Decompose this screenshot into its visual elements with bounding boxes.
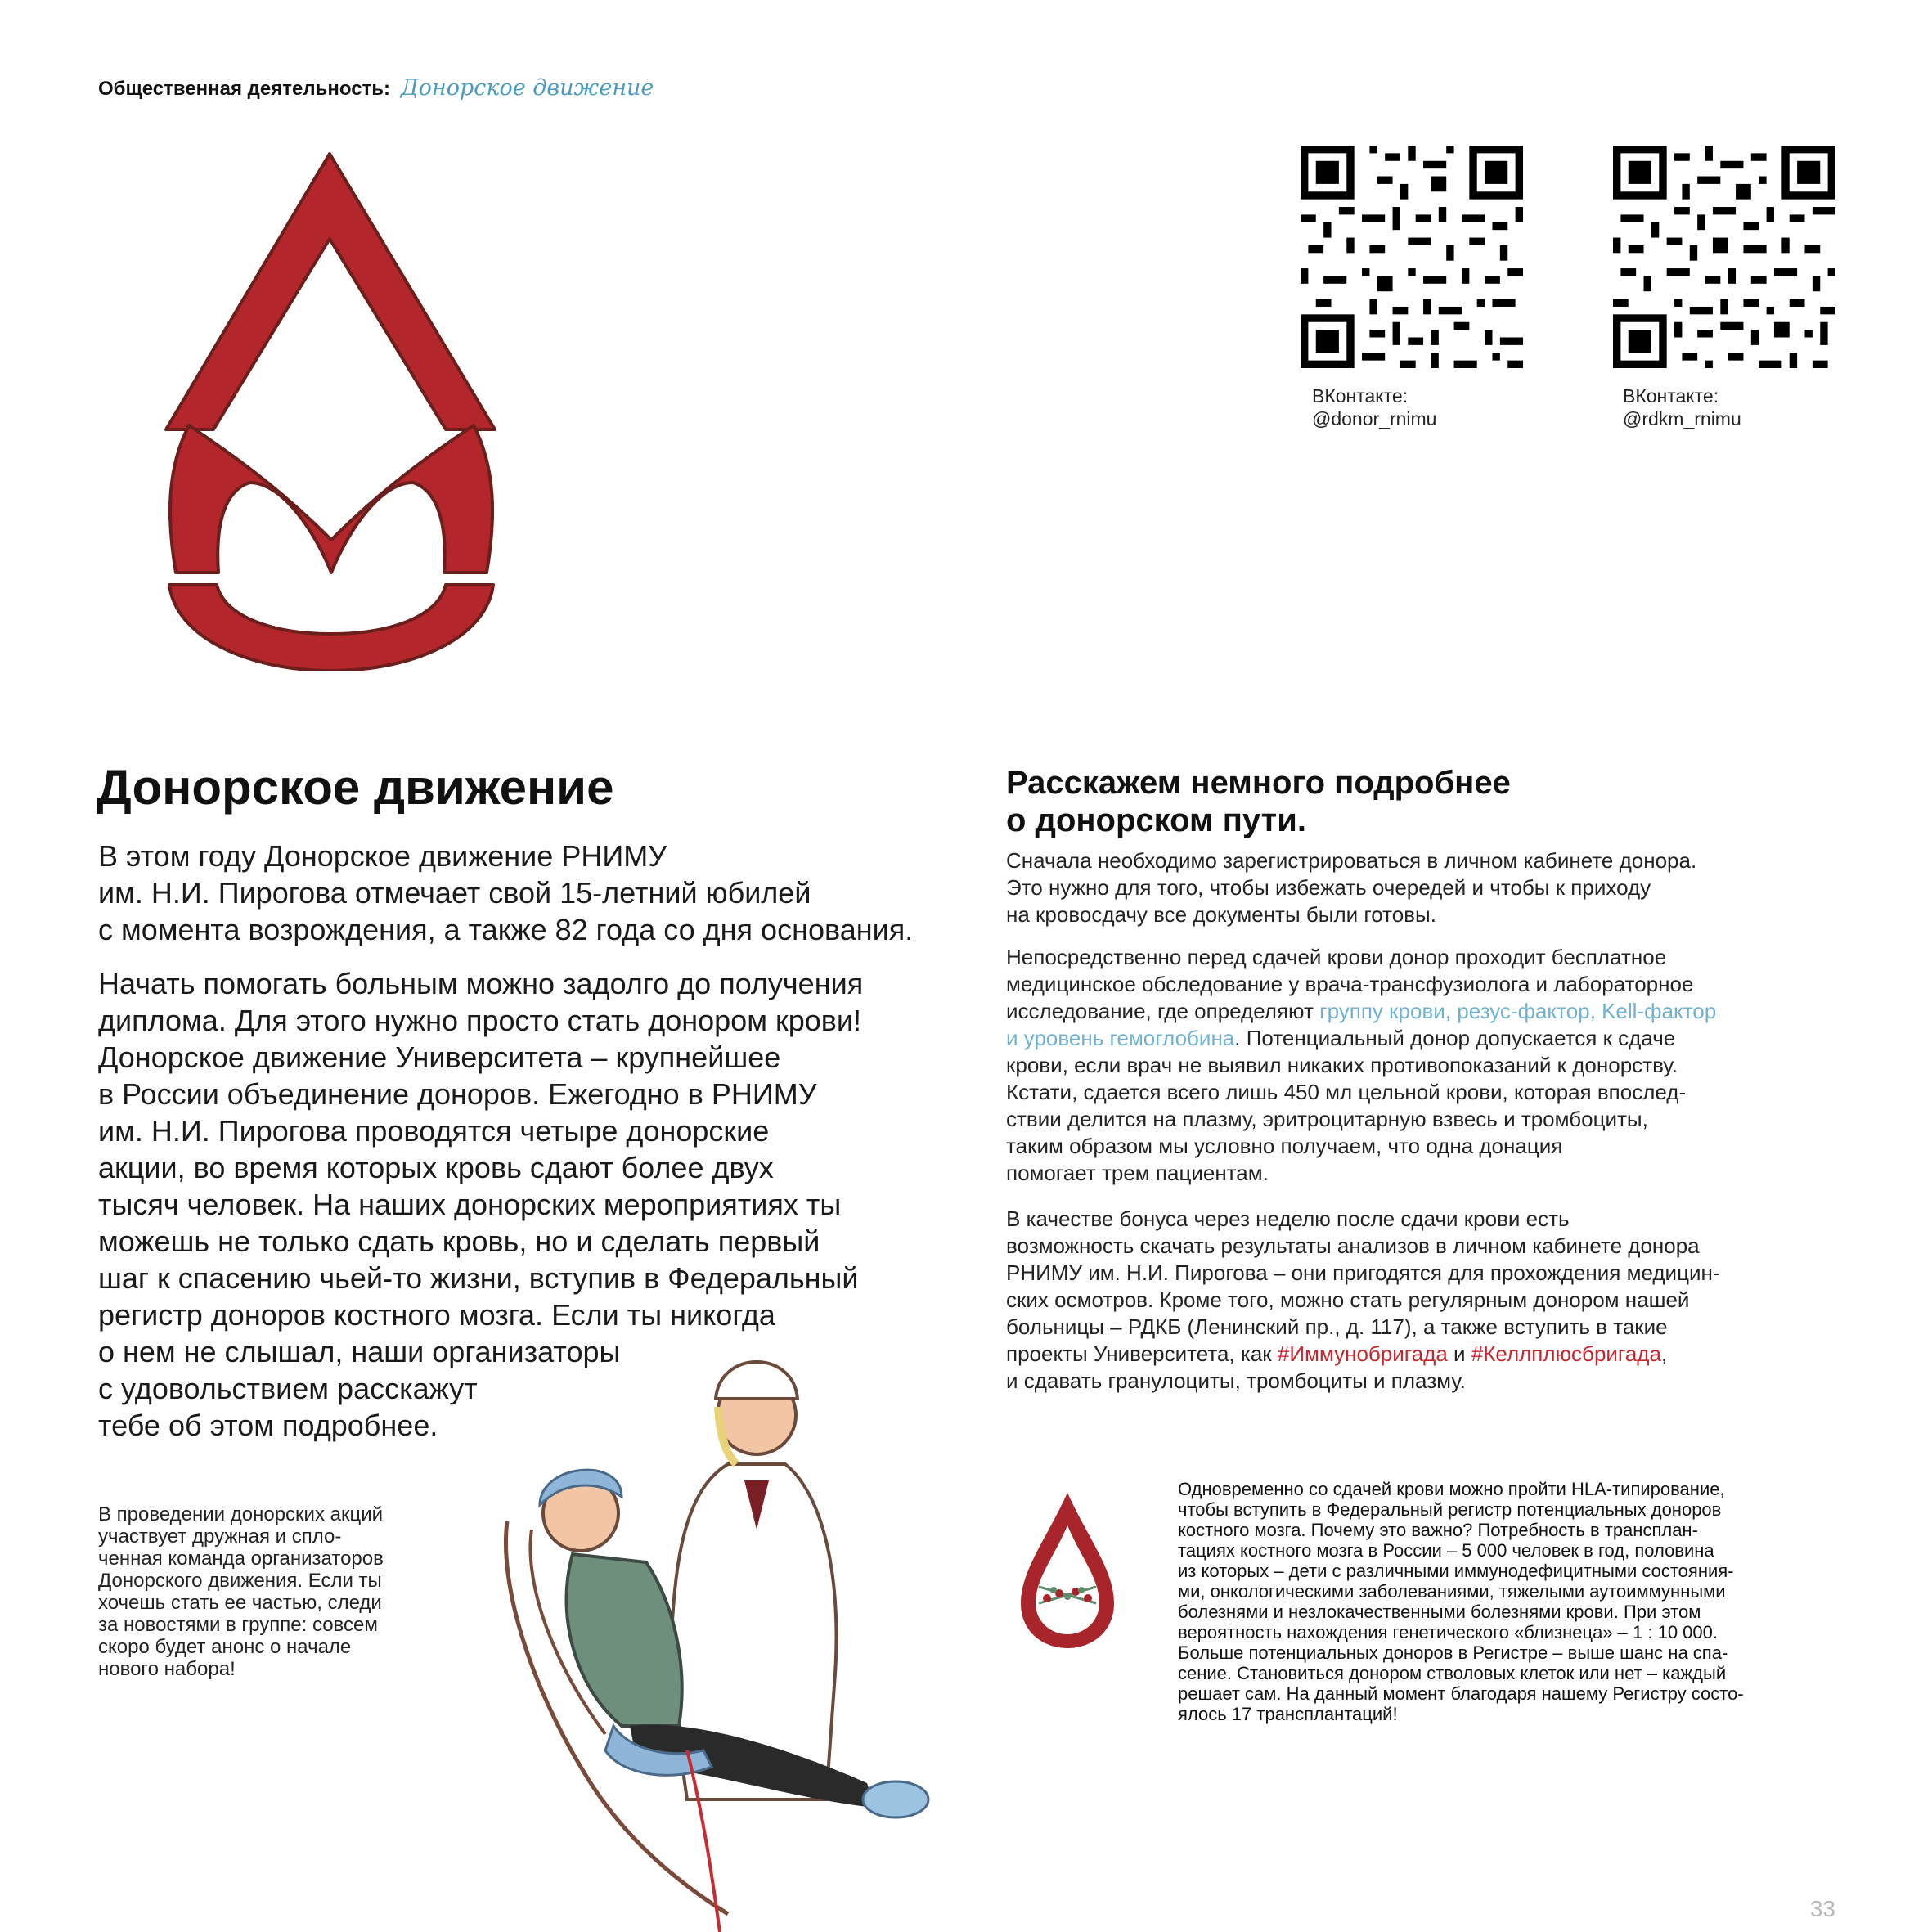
paragraph-bonus [1006,1206,1840,1395]
text-line: участвует дружная и спло- [98,1525,342,1548]
text-line: с момента возрождения, а также 82 года со дня основания. [98,913,914,946]
page-number: 33 [1809,1896,1835,1921]
text-line: В этом году Донорское движение РНИМУ [98,839,667,873]
qr-label-network: ВКонтакте: [1312,385,1409,407]
text-line: больницы – РДКБ (Ленинский пр., д. 117), а также вступить в такие [1006,1314,1668,1339]
text-line: нового набора! [98,1658,236,1680]
team-note [98,1503,483,1680]
text-segment: исследование, где определяют [1006,999,1320,1023]
heading-line: Расскажем немного подробнее [1006,765,1511,801]
text-line: чтобы вступить в Федеральный регистр потенциальных доноров [1178,1499,1722,1520]
text-line: ченная команда организаторов [98,1548,384,1570]
text-segment: проекты Университета, как [1006,1341,1278,1366]
text-line: на кровосдачу все документы были готовы. [1006,902,1436,927]
text-line: и сдавать гранулоциты, тромбоциты и плазму. [1006,1368,1466,1393]
text-line: Непосредственно перед сдачей крови донор проходит бесплатное [1006,945,1667,969]
hashtag-immunobrigada[interactable]: #Иммунобригада [1277,1341,1448,1366]
text-line: болезнями и незлокачественными болезнями крови. При этом [1178,1602,1701,1622]
text-segment: , [1660,1341,1668,1366]
text-line: Больше потенциальных доноров в Регистре – выше шанс на спа- [1178,1642,1728,1663]
text-line: Донорского движения. Если ты [98,1570,382,1592]
text-line: крови, если врач не выявил никаких противопоказаний к донорству. [1006,1053,1678,1077]
text-line: В проведении донорских акций [98,1503,384,1525]
text-line: тациях костного мозга в России – 5 000 человек в год, половина [1178,1540,1714,1561]
text-line: костного мозга. Почему это важно? Потребность в трансплан- [1178,1520,1698,1540]
text-line: им. Н.И. Пирогова проводятся четыре донорские [98,1114,770,1148]
lead-paragraph [98,838,957,948]
text-line: диплома. Для этого нужно просто стать донором крови! [98,1004,861,1037]
paragraph-registration [1006,847,1840,928]
text-line: регистр доноров костного мозга. Если ты никогда [98,1298,775,1332]
section-heading [1006,764,1824,839]
qr-label-rdkm [1623,384,1741,430]
qr-code-icon[interactable] [1613,146,1835,368]
text-line: ялось 17 трансплантаций! [1178,1704,1398,1724]
blood-drop-logo-icon [160,147,511,671]
text-line: ских осмотров. Кроме того, можно стать регулярным донором нашей [1006,1287,1690,1312]
text-line: Это нужно для того, чтобы избежать очередей и чтобы к приходу [1006,875,1651,900]
text-line: в России объединение доноров. Ежегодно в РНИМУ [98,1077,817,1111]
text-line: ствии делится на плазму, эритроцитарную взвесь и тромбоциты, [1006,1107,1648,1131]
text-line: Сначала необходимо зарегистрироваться в личном кабинете донора. [1006,848,1697,873]
text-line: им. Н.И. Пирогова отмечает свой 15-летний юбилей [98,876,811,910]
hemoglobin-link[interactable]: и уровень гемоглобина [1006,1026,1235,1050]
paragraph-examination [1006,944,1840,1187]
text-segment: . Потенциальный донор допускается к сдаче [1234,1026,1676,1050]
text-line: возможность скачать результаты анализов в личном кабинете донора [1006,1233,1700,1258]
hashtag-kellplusbrigada[interactable]: #Келлплюсбригада [1471,1341,1661,1366]
text-line: тысяч человек. На наших донорских мероприятиях ты [98,1188,842,1221]
text-line: скоро будет анонс о начале [98,1636,352,1658]
text-line: хочешь стать ее частью, следи [98,1592,382,1614]
text-line: помогает трем пациентам. [1006,1161,1269,1185]
text-line: Одновременно со сдачей крови можно пройти HLA-типирование, [1178,1479,1725,1499]
text-line: вероятность нахождения генетического «близнеца» – 1 : 10 000. [1178,1622,1718,1642]
qr-code-icon[interactable] [1301,146,1523,368]
text-line: решает сам. На данный момент благодаря нашему Регистру состо- [1178,1683,1744,1704]
text-segment: и [1447,1341,1471,1366]
qr-label-handle: @donor_rnimu [1312,408,1437,429]
donor-illustration-icon [483,1341,941,1932]
text-line: сение. Становиться донором стволовых клеток или нет – каждый [1178,1663,1727,1683]
text-line: за новостями в группе: совсем [98,1614,378,1636]
text-line: о нем не слышал, наши организаторы [98,1335,621,1368]
text-line [1006,1341,1840,1368]
text-line: с удовольствием расскажут [98,1372,478,1405]
breadcrumb [98,75,654,101]
text-line: Начать помогать больным можно задолго до получения [98,967,864,1000]
text-line [1006,998,1840,1025]
text-line: акции, во время которых кровь сдают более двух [98,1151,774,1184]
qr-label-handle: @rdkm_rnimu [1623,408,1741,429]
breadcrumb-category: Общественная деятельность: [98,78,391,100]
text-line: таким образом мы условно получаем, что одна донация [1006,1134,1563,1158]
text-line: В качестве бонуса через неделю после сдачи крови есть [1006,1206,1570,1231]
text-line: РНИМУ им. Н.И. Пирогова – они пригодятся для прохождения медицин- [1006,1260,1720,1285]
text-line: шаг к спасению чьей-то жизни, вступив в Федеральный [98,1261,859,1295]
text-line: тебе об этом подробнее. [98,1409,438,1442]
text-line: ми, онкологическими заболеваниями, тяжелыми аутоиммунными [1178,1581,1726,1602]
text-line [1006,1025,1840,1052]
breadcrumb-section: Донорское движение [400,75,654,101]
text-line: Кстати, сдается всего лишь 450 мл цельной крови, которая впослед- [1006,1080,1687,1104]
heading-line: о донорском пути. [1006,802,1306,838]
text-line: Донорское движение Университета – крупнейшее [98,1040,781,1074]
page-title: Донорское движение [97,760,614,815]
text-line: из которых – дети с различными иммунодефицитными состояния- [1178,1561,1734,1581]
qr-label-network: ВКонтакте: [1623,385,1719,407]
qr-label-donor [1312,384,1436,430]
hla-note [1178,1479,1832,1724]
dna-drop-logo-icon [1014,1489,1121,1652]
text-line: можешь не только сдать кровь, но и сделать первый [98,1224,820,1258]
blood-tests-link[interactable]: группу крови, резус-фактор, Kell-фактор [1319,999,1717,1023]
text-line: медицинское обследование у врача-трансфузиолога и лабораторное [1006,972,1694,996]
